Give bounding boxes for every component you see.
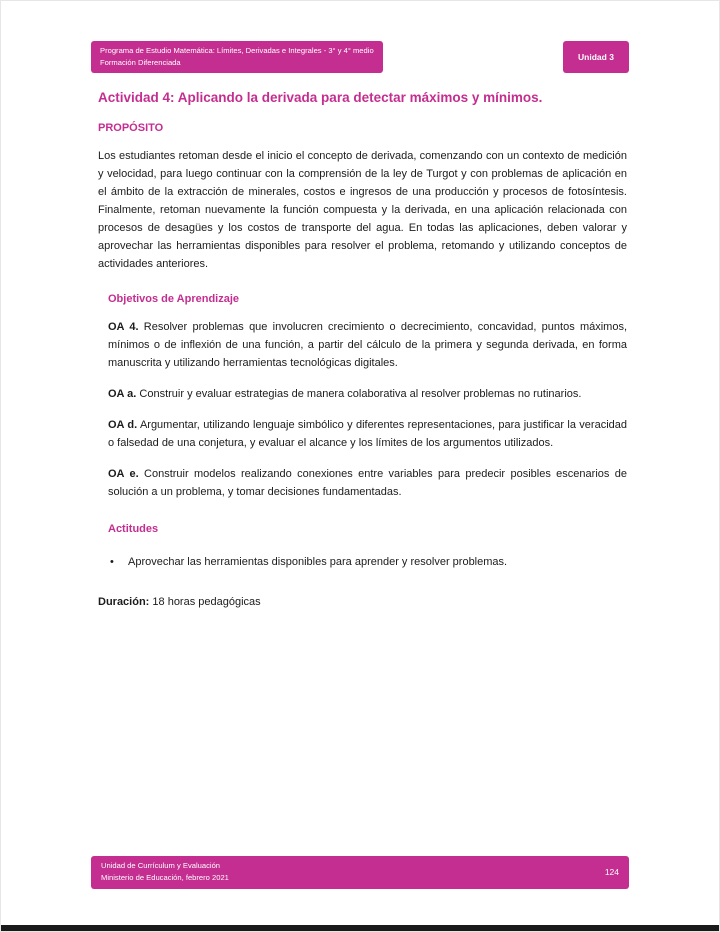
oad-text: Argumentar, utilizando lenguaje simbólico y diferentes representaciones, para justificar la veracidad o falsedad de una conjetura, y evaluar el alcance y los límites de los argumentos utilizados. <box>108 418 627 449</box>
oa4-label: OA 4. <box>108 320 139 333</box>
oaa-label: OA a. <box>108 387 137 400</box>
program-banner <box>91 41 383 73</box>
program-title: Programa de Estudio Matemática: Límites, Derivadas e Integrales - 3° y 4° medio <box>100 46 374 55</box>
actitud-item: • Aprovechar las herramientas disponibles para aprender y resolver problemas. <box>108 553 627 571</box>
footer-unit: Unidad de Currículum y Evaluación <box>101 860 221 870</box>
page-footer <box>91 856 629 889</box>
oae-label: OA e. <box>108 467 139 480</box>
footer-ministry: Ministerio de Educación, febrero 2021 <box>101 872 229 882</box>
proposito-paragraph: Los estudiantes retoman desde el inicio el concepto de derivada, comenzando con un contexto de medición y velocidad, para luego continuar con la comprensión de la ley de Turgot y con problemas de aplicación en el ámbito de la extracción de minerales, costos e ingresos de una producción y procesos de fotosíntesis. Finalmente, retoman nuevamente la función compuesta y la derivada, en una aplicación relacionada con procesos de desagües y los costos de transporte del agua. En todas las aplicaciones, deben valorar y aprovechar las herramientas disponibles para resolver el problema, retomando y utilizando conceptos de actividades anteriores. <box>98 149 627 270</box>
page-header <box>91 41 629 73</box>
objetivos-heading: Objetivos de Aprendizaje <box>108 292 240 305</box>
footer-credits <box>101 860 229 884</box>
oa-item-oad <box>108 416 627 452</box>
oa-item-oae <box>108 465 627 501</box>
program-subtitle: Formación Diferenciada <box>100 57 181 67</box>
duration-value: 18 horas pedagógicas <box>152 595 261 608</box>
proposito-heading: PROPÓSITO <box>98 121 164 134</box>
unit-banner <box>563 41 629 73</box>
oa-item-oa4 <box>108 318 627 372</box>
oa4-text: Resolver problemas que involucren crecimiento o decrecimiento, concavidad, puntos máximos, mínimos o de inflexión de una función, a partir del cálculo de la primera y segunda derivada, en forma manuscrita y utilizando herramientas tecnológicas digitales. <box>108 320 628 369</box>
oad-label: OA d. <box>108 418 138 431</box>
page-number: 124 <box>604 866 619 877</box>
unit-label: Unidad 3 <box>578 51 614 62</box>
bottom-rule <box>1 925 719 931</box>
duration-label: Duración: <box>98 595 150 608</box>
activity-title: Actividad 4: Aplicando la derivada para detectar máximos y mínimos. <box>98 89 543 105</box>
duration-line <box>98 593 627 611</box>
actitudes-list <box>108 553 627 571</box>
oaa-text: Construir y evaluar estrategias de manera colaborativa al resolver problemas no rutinarios. <box>139 387 582 400</box>
oa-item-oaa <box>108 385 627 403</box>
actitudes-heading: Actitudes <box>108 522 159 535</box>
oae-text: Construir modelos realizando conexiones entre variables para predecir posibles escenarios de solución a un problema, y tomar decisiones fundamentadas. <box>108 467 627 498</box>
